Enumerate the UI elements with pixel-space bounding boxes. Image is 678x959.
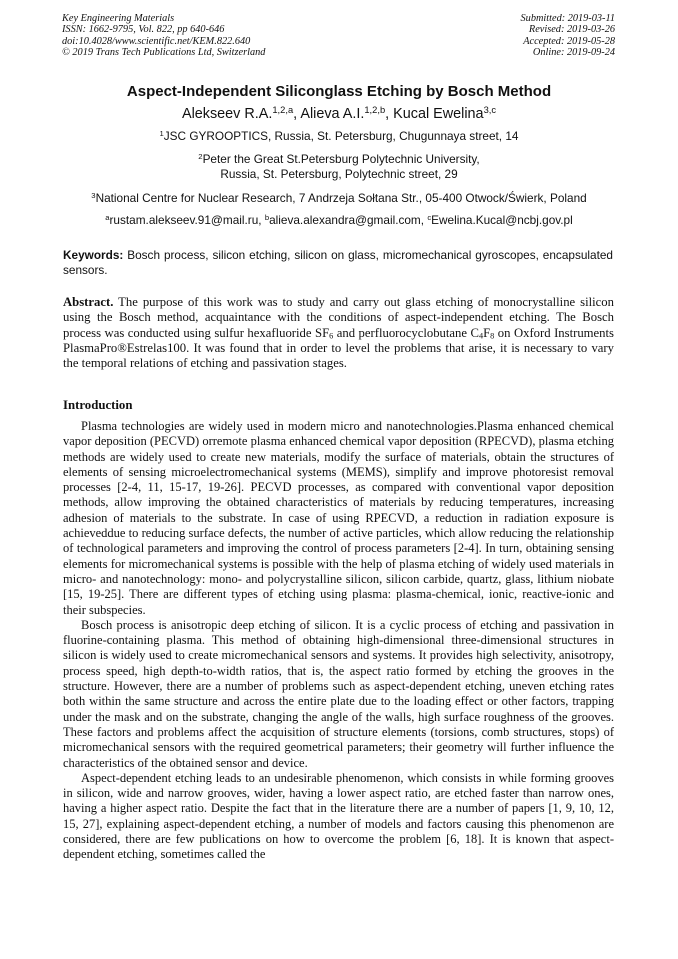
introduction-body [63, 419, 614, 863]
abstract-text: The purpose of this work was to study and carry out glass etching of monocrystalline silicon using the Bosch method, acquaintance with the conditions of aspect-independent etching. The Bosch process was conducted using sulfur hexafluoride SF [63, 295, 614, 340]
author-affiliation-marker: 3,c [483, 104, 497, 115]
affiliation-marker: 1 [159, 128, 164, 138]
author-list: Alekseev R.A.$^{1,2,a}$, Alieva A.I.$^{1,2,b}$, Kucal Ewelina$^{3,c}$ [181, 104, 497, 122]
abstract-text: and perfluorocyclobutane C [333, 325, 479, 340]
doi-line: doi:10.4028/www.scientific.net/KEM.822.640 [62, 35, 251, 47]
affiliation-text: JSC GYROOPTICS, Russia, St. Petersburg, Chugunnaya street, 14 [163, 129, 519, 143]
abstract-block [63, 295, 614, 371]
paragraph: Bosch process is anisotropic deep etching of silicon. It is a cyclic process of etching and passivation in fluorine-containing plasma. This method of obtaining high-dimensional three-dimensional structures in silicon is widely used to create micromechanical sensors and systems. It provides high selectivity, anisotropy, process speed, high depth-to-width ratios, that is, the aspect ratio formed by etching the grooves in the structure. However, there are a number of problems such as aspect-dependent etching, uneven etching rates both within the same structure and across the entire plate due to the loading effect or other factors, trapping under the mask and on the substrate, changing the angle of the walls, high surface roughness of the grooves. These factors and problems affect the acquisition of structure elements (torsions, comb structures, stops) of micromechanical sensors with the required geometrical parameters; their geometry will further influence the characteristics of the obtained sensor and device. [63, 617, 614, 770]
journal-info [62, 13, 265, 59]
email-address: alieva.alexandra@gmail.com, [269, 213, 428, 227]
keywords-text: Bosch process, silicon etching, silicon on glass, micromechanical gyroscopes, encapsulated sensors. [63, 248, 613, 277]
email-marker: c [427, 212, 432, 222]
subscript: 8 [490, 331, 495, 341]
subscript: 4 [478, 331, 484, 341]
author-emails [0, 213, 678, 228]
affiliation-3 [0, 191, 678, 206]
author-affiliation-marker: 1,2,b [364, 104, 386, 115]
author-name: Alekseev R.A. [181, 106, 273, 122]
accepted-date: Accepted: 2019-05-28 [523, 35, 615, 47]
email-address: Ewelina.Kucal@ncbj.gov.pl [431, 213, 573, 227]
submitted-date: Submitted: 2019-03-11 [520, 13, 615, 24]
author-affiliation-marker: 1,2,a [272, 104, 294, 115]
affiliation-text: Peter the Great St.Petersburg Polytechnic University, [202, 152, 480, 166]
author-name: Alieva A.I. [300, 106, 365, 122]
keywords-label: Keywords: [63, 248, 124, 262]
email-marker: a [105, 212, 110, 222]
copyright-line: © 2019 Trans Tech Publications Ltd, Switzerland [62, 47, 266, 59]
keywords-block [63, 248, 613, 277]
abstract-label: Abstract. [63, 295, 114, 309]
paper-title: Aspect-Independent Siliconglass Etching by Bosch Method [126, 83, 552, 100]
section-heading: Introduction [63, 398, 133, 412]
author-name: Kucal Ewelina [393, 106, 484, 122]
revised-date: Revised: 2019-03-26 [528, 24, 615, 36]
journal-name: Key Engineering Materials [62, 13, 175, 24]
affiliation-1 [0, 129, 678, 144]
online-date: Online: 2019-09-24 [532, 47, 615, 59]
affiliation-marker: 2 [198, 151, 203, 161]
issn-line: ISSN: 1662-9795, Vol. 822, pp 640-646 [62, 24, 225, 36]
abstract-text: F [483, 325, 491, 340]
abstract-text: on Oxford Instruments PlasmaPro®Estrelas100. It was found that in order to level the problems that arise, it is necessary to vary the temporal relations of etching and passivation stages. [63, 325, 614, 371]
affiliation-text: National Centre for Nuclear Research, 7 Andrzeja Sołtana Str., 05-400 Otwock/Świerk, Poland [95, 191, 587, 205]
subscript: 6 [329, 331, 334, 341]
email-address: rustam.alekseev.91@mail.ru, [109, 213, 265, 227]
affiliation-marker: 3 [91, 190, 96, 200]
affiliation-2 [0, 152, 678, 182]
email-marker: b [264, 212, 270, 222]
paragraph: Aspect-dependent etching leads to an undesirable phenomenon, which consists in while forming grooves in silicon, wide and narrow grooves, wider, having a lower aspect ratio, are etched faster than narrow ones, having a higher aspect ratio. Despite the fact that in the literature there are a number of papers [1, 9, 10, 12, 15, 27], explaining aspect-dependent etching, a number of models and factors causing this phenomenon are considered, there are few publications on how to overcome the problem [6, 18]. It is known that aspect-dependent etching, sometimes called the [63, 770, 614, 862]
paragraph: Plasma technologies are widely used in modern micro and nanotechnologies.Plasma enhanced chemical vapor deposition (PECVD) orremote plasma enhanced chemical vapor deposition (RPECVD), plasma etching methods are widely used to create new materials, modify the surface of materials, obtain the structures of elements of sensing microelectromechanical systems (MEMS), simplify and improve photoresist removal processes [2-4, 11, 15-17, 19-26]. PECVD processes, as compared with conventional vapor deposition methods, allow improving the obtained characteristics of materials by reducing temperatures, increasing adhesion of materials to the substrate. In case of using RPECVD, a reduction in radiation exposure is achieveddue to reducing surface defects, the number of active particles, which allow reducing the relationship of technological parameters and improving the control of process parameters [2-4]. In turn, obtaining sensing elements for micromechanical systems is possible with the help of plasma etching of widely used materials in micro- and nanotechnology: mono- and polycrystalline silicon, silicon carbide, quartz, glass, lithium niobate [15, 19-25]. There are different types of etching using plasma: plasma-chemical, ionic, reactive-ionic and their subspecies. [63, 419, 614, 617]
affiliation-text: Russia, St. Petersburg, Polytechnic street, 29 [220, 167, 458, 181]
publication-dates [521, 13, 615, 59]
